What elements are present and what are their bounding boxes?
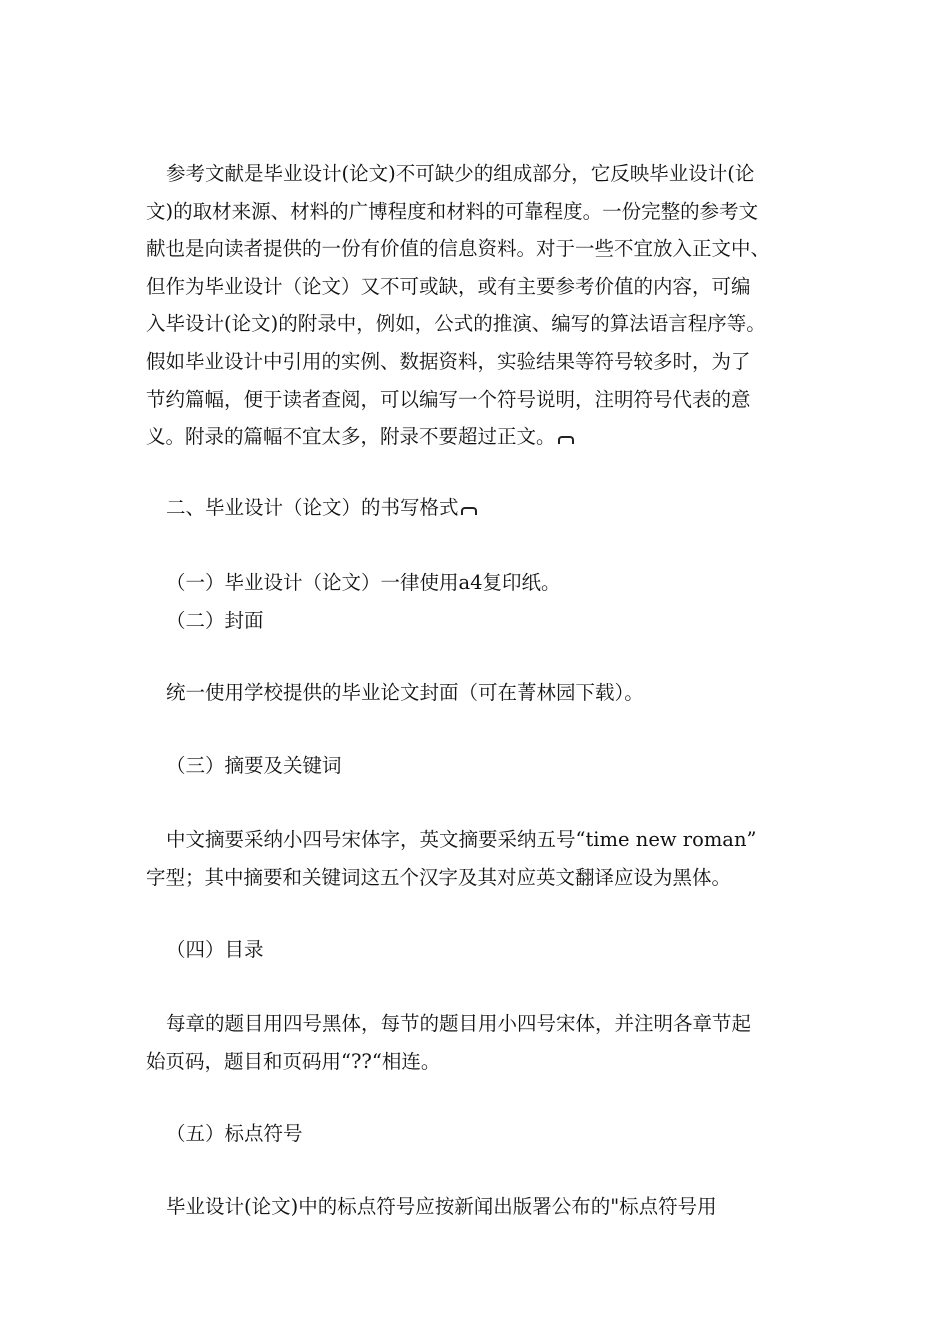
- punct-paragraph: [146, 1188, 806, 1226]
- item-toc: （四）目录: [166, 938, 264, 961]
- heading-text: 二、毕业设计（论文）的书写格式: [166, 496, 459, 519]
- items-block: [146, 564, 806, 639]
- text-line: 中文摘要采纳小四号宋体字，英文摘要采纳五号“time new roman”: [166, 828, 757, 851]
- text-line: 统一使用学校提供的毕业论文封面（可在菁林园下载）。: [166, 681, 644, 704]
- section-heading: [146, 489, 806, 527]
- text-line: 字型；其中摘要和关键词这五个汉字及其对应英文翻译应设为黑体。: [146, 865, 732, 889]
- cover-paragraph: [146, 674, 806, 712]
- item-cover: （二）封面: [166, 608, 264, 632]
- item-punct: （五）标点符号: [166, 1122, 303, 1145]
- toc-heading: [146, 931, 806, 969]
- text-line: 毕业设计(论文)中的标点符号应按新闻出版署公布的"标点符号用: [166, 1195, 717, 1218]
- text-line: 假如毕业设计中引用的实例、数据资料，实验结果等符号较多时，为了: [146, 349, 751, 373]
- text-line: 入毕设计(论文)的附录中，例如，公式的推演、编写的算法语言程序等。: [146, 312, 766, 336]
- toc-paragraph: [146, 1005, 806, 1080]
- text-line: 节约篇幅，便于读者查阅，可以编写一个符号说明，注明符号代表的意: [146, 387, 751, 411]
- punct-heading: [146, 1115, 806, 1153]
- text-line-content: 义。附录的篇幅不宜太多，附录不要超过正文。: [146, 425, 556, 449]
- text-line: 参考文献是毕业设计(论文)不可缺少的组成部分，它反映毕业设计(论: [166, 162, 755, 185]
- references-paragraph: [146, 155, 806, 456]
- text-line: 文)的取材来源、材料的广博程度和材料的可靠程度。一份完整的参考文: [146, 199, 759, 223]
- paragraph-mark-icon: [461, 507, 477, 515]
- item-paper: （一）毕业设计（论文）一律使用a4复印纸。: [166, 571, 561, 594]
- text-line: 但作为毕业设计（论文）又不可或缺，或有主要参考价值的内容，可编: [146, 274, 751, 298]
- text-line: 始页码，题目和页码用“??“相连。: [146, 1049, 441, 1073]
- heading-line: [146, 489, 806, 527]
- abstract-heading: [146, 747, 806, 785]
- text-line: 每章的题目用四号黑体，每节的题目用小四号宋体，并注明各章节起: [166, 1012, 752, 1035]
- paragraph-mark-icon: [558, 436, 574, 444]
- text-line: 献也是向读者提供的一份有价值的信息资料。对于一些不宜放入正文中、: [146, 237, 771, 261]
- text-line-last: [146, 418, 806, 456]
- abstract-paragraph: [146, 821, 806, 896]
- item-abstract: （三）摘要及关键词: [166, 754, 342, 777]
